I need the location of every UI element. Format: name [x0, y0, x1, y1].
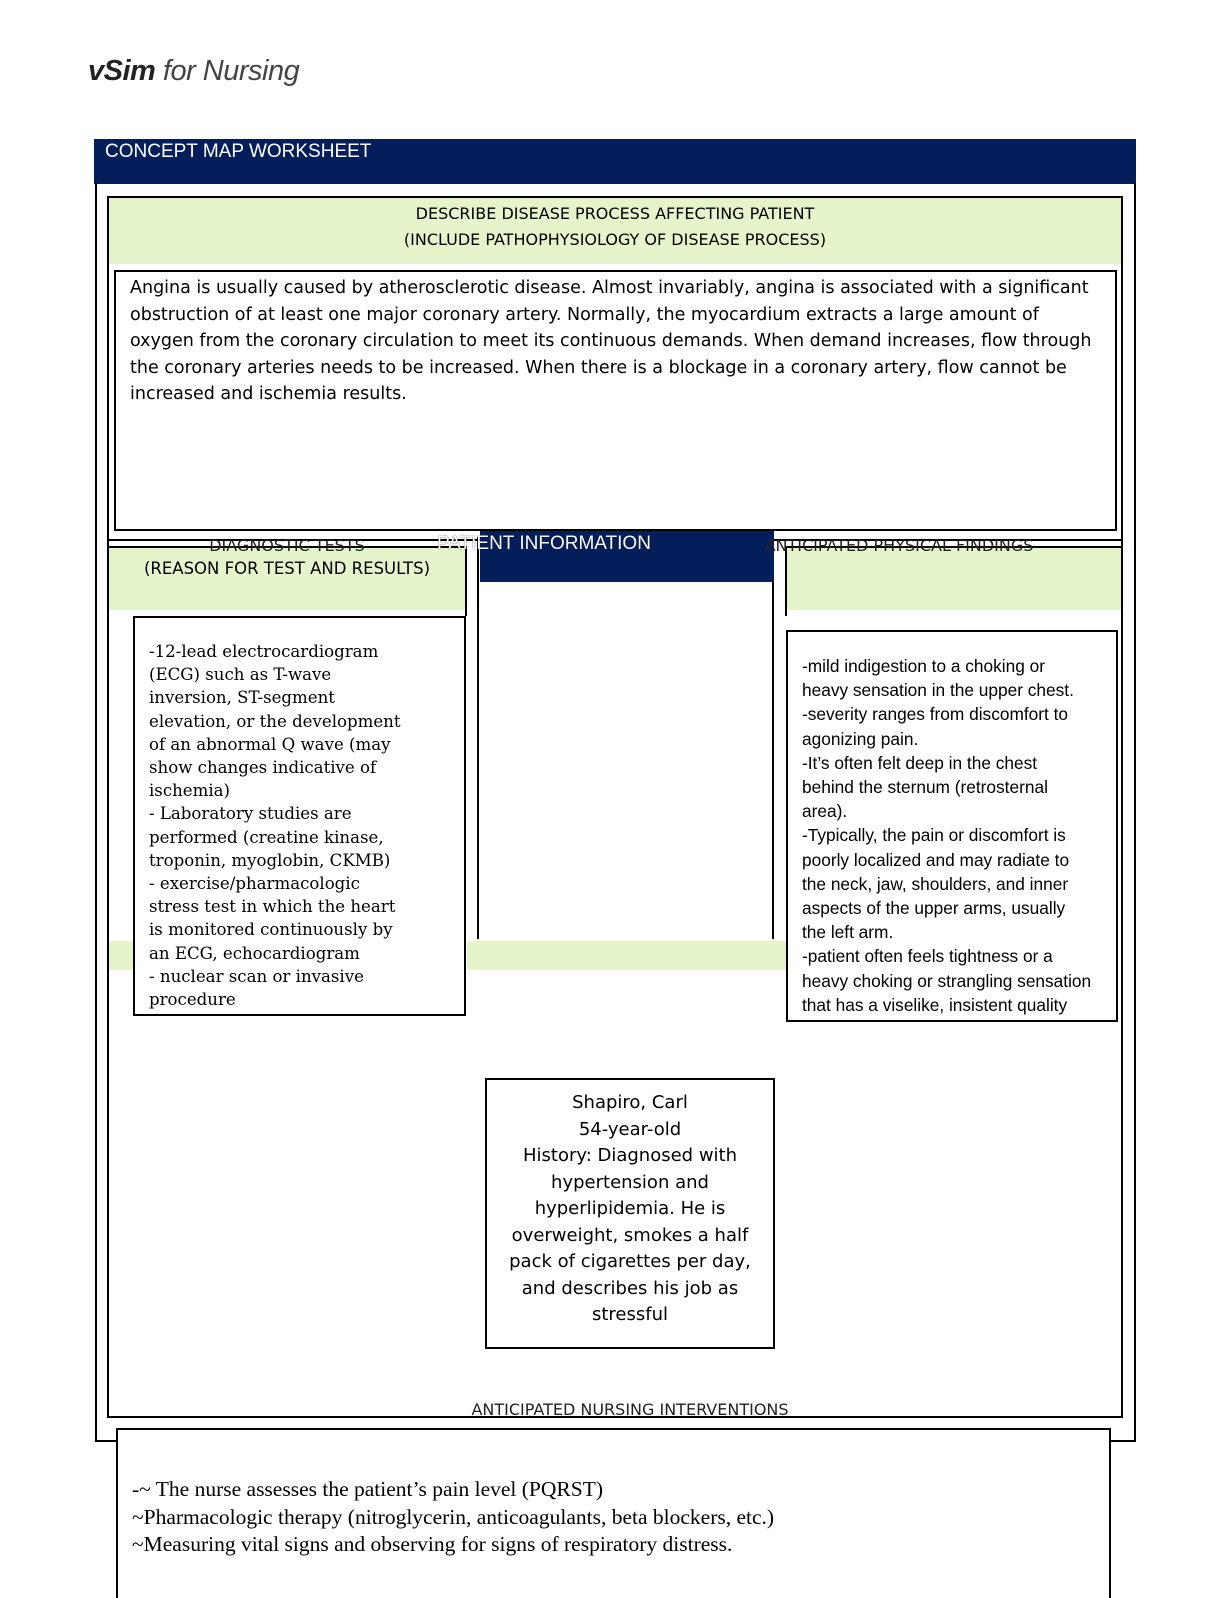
physical-line: aspects of the upper arms, usually: [802, 898, 1066, 919]
physical-line: -patient often feels tightness or a: [802, 946, 1053, 967]
physical-line: behind the sternum (retrosternal: [802, 777, 1048, 798]
diagnostic-line: elevation, or the development: [149, 711, 401, 731]
physical-line: area).: [802, 801, 848, 822]
diagnostic-heading: DIAGNOSTIC TESTS: [209, 536, 365, 554]
diagnostic-section-frame: [107, 546, 467, 616]
middle-green-strip: [467, 941, 786, 970]
patient-line: and describes his job as: [521, 1277, 739, 1299]
nursing-line: ~Measuring vital signs and observing for signs of respiratory distress.: [132, 1532, 733, 1556]
diagnostic-line: (ECG) such as T-wave: [149, 665, 332, 685]
patient-line: hypertension and: [551, 1171, 709, 1193]
logo-prefix: vSim: [88, 55, 156, 87]
physical-line: that has a viselike, insistent quality: [802, 994, 1068, 1015]
nursing-line: -~ The nurse assesses the patient’s pain level (PQRST): [132, 1477, 604, 1501]
diagnostic-line: performed (creatine kinase,: [149, 827, 384, 847]
patient-line: hyperlipidemia. He is: [534, 1198, 726, 1219]
physical-line: -severity ranges from discomfort to: [802, 704, 1069, 725]
physical-line: the left arm.: [802, 922, 894, 943]
physical-line: agonizing pain.: [802, 728, 919, 749]
disease-line: obstruction of at least one major coronary artery. Normally, the myocardium extracts a large amount of: [130, 304, 1039, 325]
diagnostic-tests-box[interactable]: [133, 616, 466, 1016]
diagnostic-line: -12-lead electrocardiogram: [149, 642, 379, 661]
physical-line: heavy choking or strangling sensation: [802, 970, 1092, 991]
diagnostic-line: of an abnormal Q wave (may: [149, 734, 391, 754]
diagnostic-subheading: (REASON FOR TEST AND RESULTS): [143, 559, 431, 578]
physical-section-frame: [785, 546, 1123, 616]
physical-line: -Typically, the pain or discomfort is: [802, 825, 1066, 846]
patient-line: 54-year-old: [578, 1118, 682, 1140]
disease-line: Angina is usually caused by atherosclerotic disease. Almost invariably, angina is associated with a significant: [130, 278, 1089, 298]
worksheet-title: CONCEPT MAP WORKSHEET: [105, 141, 372, 162]
disease-line: increased and ischemia results.: [130, 384, 407, 404]
disease-section-heading: [109, 198, 1121, 264]
diagnostic-line: show changes indicative of: [149, 758, 377, 778]
left-green-strip: [109, 941, 133, 970]
diagnostic-line: - Laboratory studies are: [149, 804, 352, 824]
patient-details-box[interactable]: [485, 1078, 775, 1349]
disease-heading-line2: (INCLUDE PATHOPHYSIOLOGY OF DISEASE PROCESS): [403, 230, 827, 249]
diagnostic-line: an ECG, echocardiogram: [149, 943, 360, 963]
diagnostic-line: ischemia): [149, 781, 231, 801]
patient-info-heading: PATIENT INFORMATION: [437, 533, 651, 554]
physical-findings-box[interactable]: [786, 630, 1118, 1022]
worksheet-header: [94, 139, 1136, 184]
diagnostic-line: inversion, ST-segment: [149, 688, 335, 708]
physical-line: the neck, jaw, shoulders, and inner: [802, 873, 1069, 894]
nursing-interventions-heading: ANTICIPATED NURSING INTERVENTIONS: [471, 1400, 789, 1419]
patient-line: History: Diagnosed with: [522, 1145, 738, 1166]
disease-line: the coronary arteries needs to be increased. When there is a blockage in a coronary artery, flow cannot be: [130, 357, 1067, 378]
patient-line: pack of cigarettes per day,: [509, 1251, 751, 1272]
disease-line: oxygen from the coronary circulation to meet its continuous demands. When demand increases, flow through: [130, 331, 1092, 351]
diagnostic-line: troponin, myoglobin, CKMB): [149, 850, 391, 870]
disease-description-box[interactable]: [114, 270, 1117, 531]
diagnostic-line: is monitored continuously by: [149, 920, 393, 940]
diagnostic-line: stress test in which the heart: [149, 897, 396, 917]
logo-suffix: for Nursing: [155, 55, 300, 87]
vsim-logo: [88, 55, 299, 88]
diagnostic-line: - nuclear scan or invasive: [149, 966, 364, 986]
patient-info-column: [477, 537, 774, 939]
physical-findings-heading: ANTICIPATED PHYSICAL FINDINGS: [764, 536, 1034, 554]
physical-line: -mild indigestion to a choking or: [802, 656, 1046, 676]
nursing-interventions-box[interactable]: [116, 1428, 1111, 1598]
diagnostic-line: - exercise/pharmacologic: [149, 874, 360, 894]
patient-line: overweight, smokes a half: [511, 1224, 749, 1246]
disease-heading-line1: DESCRIBE DISEASE PROCESS AFFECTING PATIENT: [415, 204, 815, 223]
patient-line: stressful: [591, 1304, 669, 1325]
physical-line: poorly localized and may radiate to: [802, 849, 1070, 870]
physical-line: heavy sensation in the upper chest.: [802, 680, 1074, 701]
nursing-line: ~Pharmacologic therapy (nitroglycerin, anticoagulants, beta blockers, etc.): [132, 1504, 775, 1529]
physical-line: -It’s often felt deep in the chest: [802, 752, 1038, 773]
patient-line: Shapiro, Carl: [572, 1092, 688, 1113]
diagnostic-line: procedure: [149, 990, 236, 1010]
